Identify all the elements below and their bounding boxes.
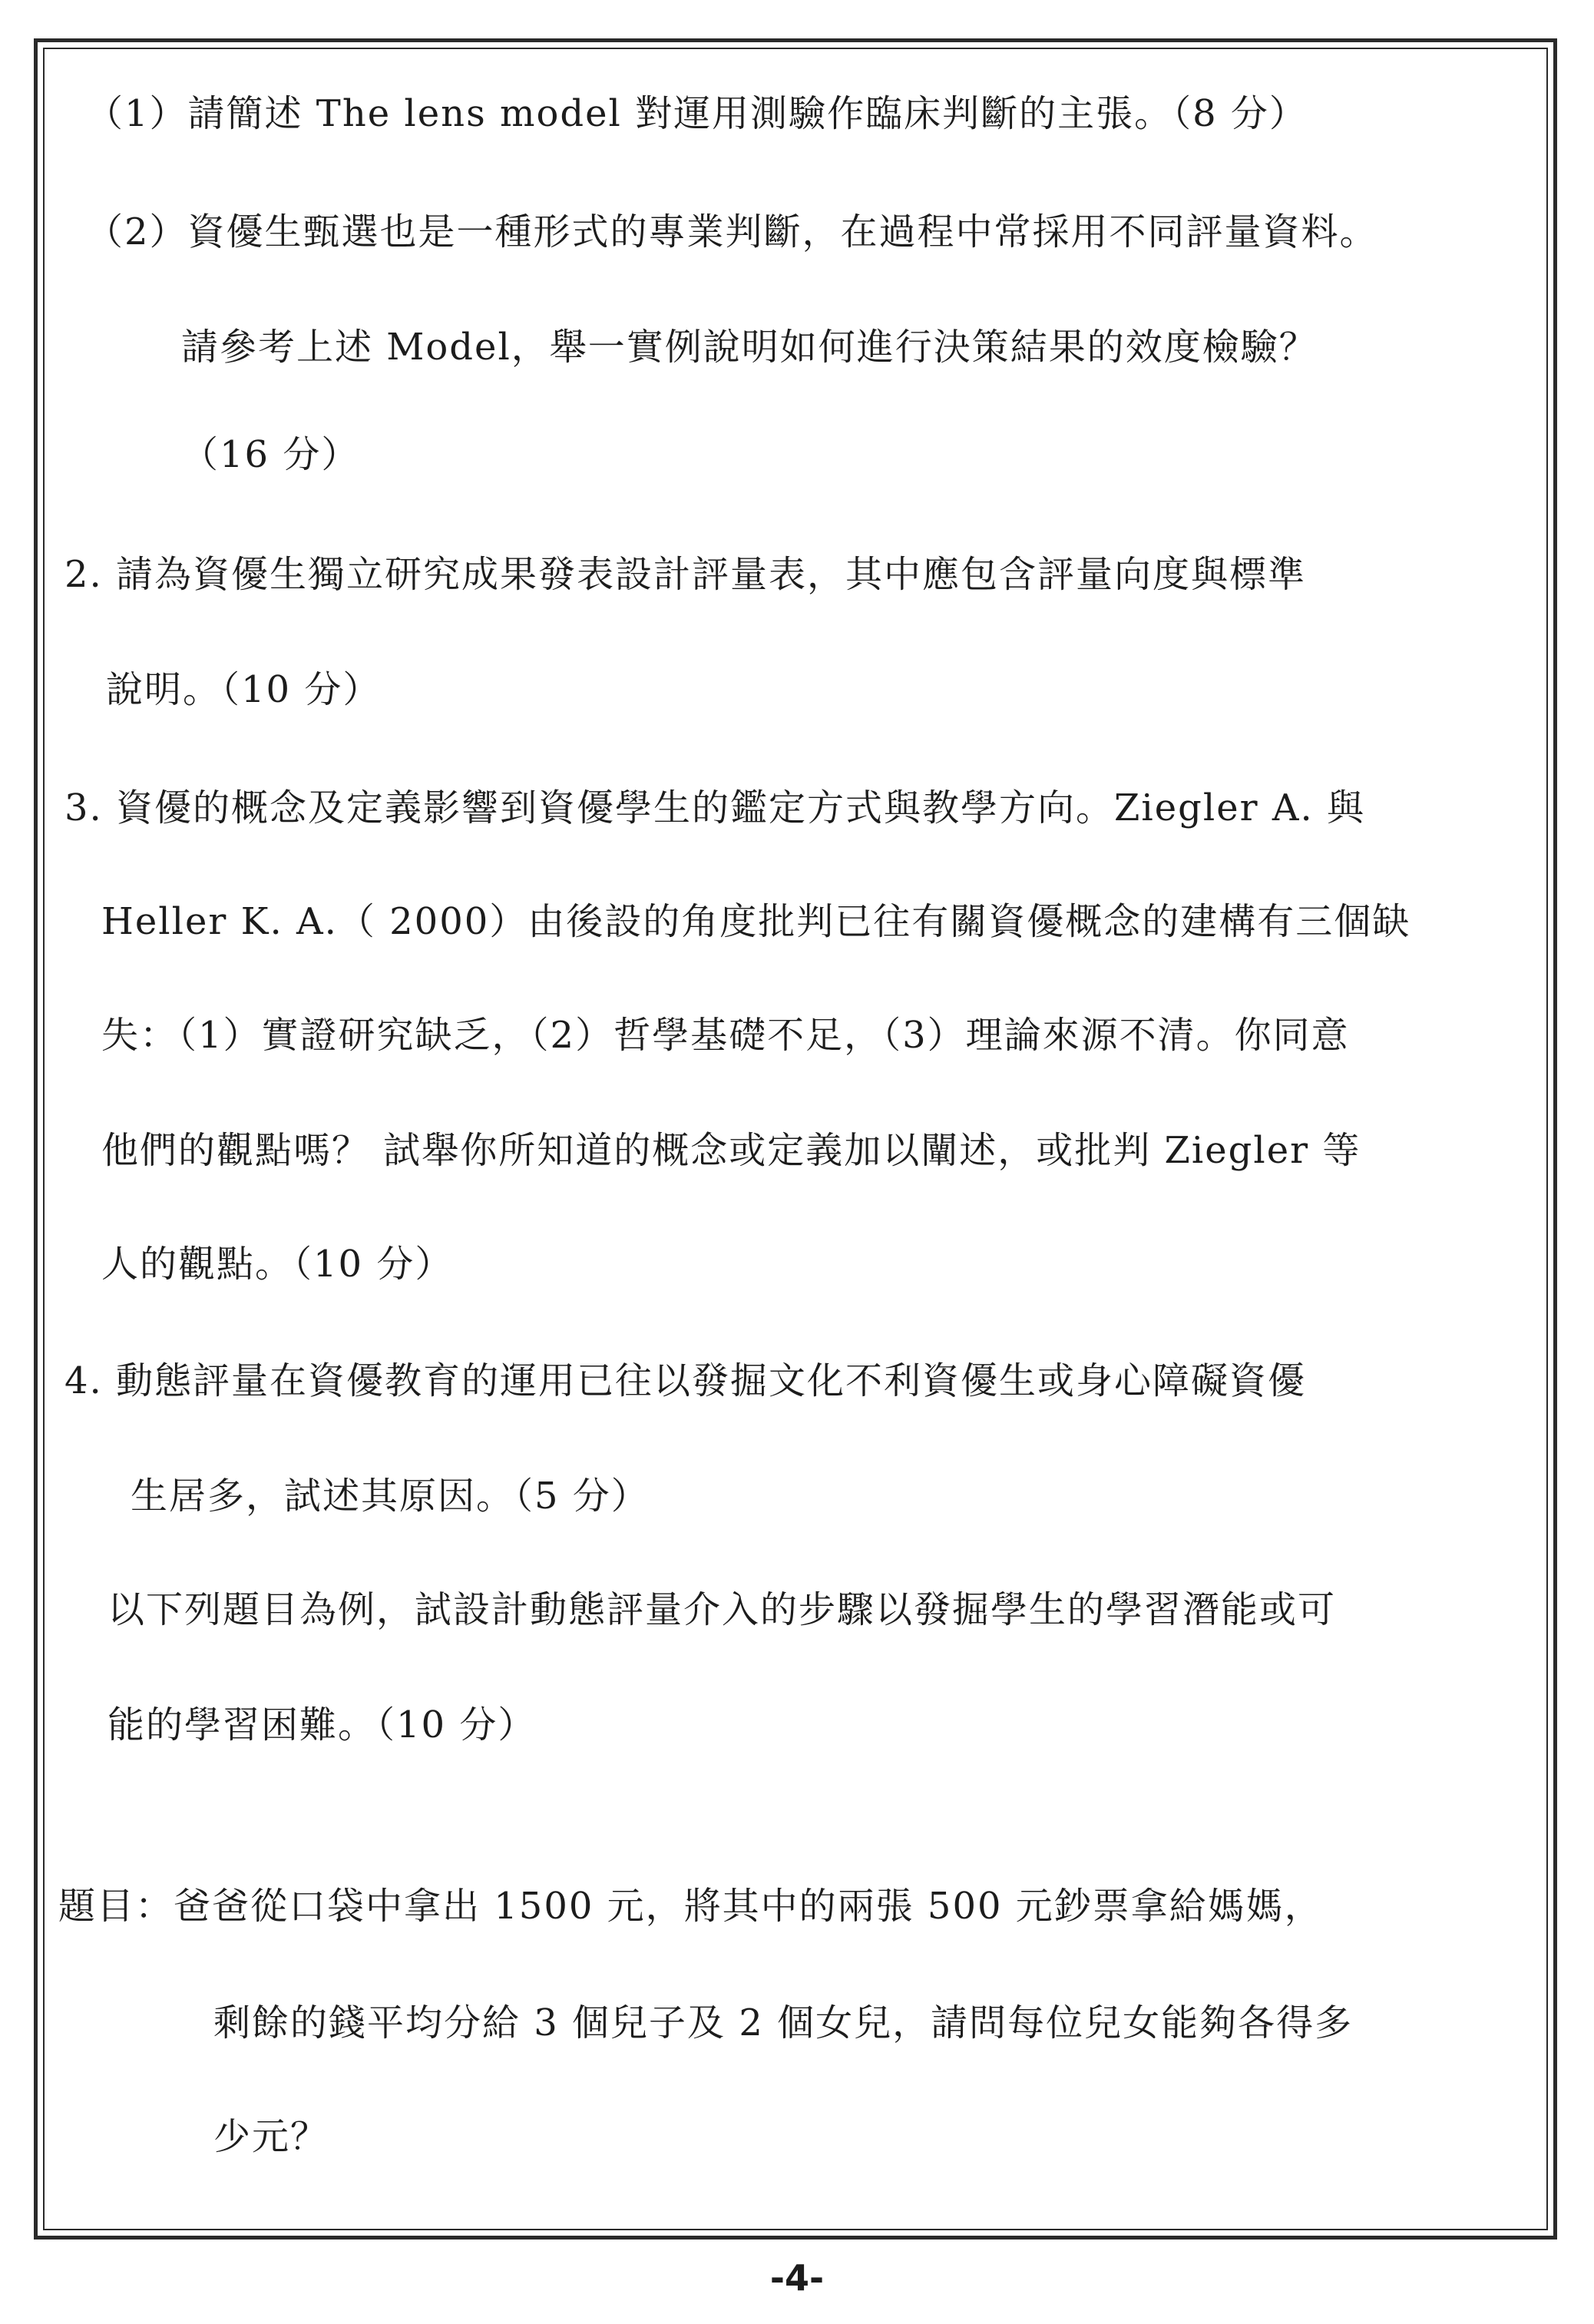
question-3-line-3: 失：（1）實證研究缺乏，（2）哲學基礎不足，（3）理論來源不清。你同意 (101, 1014, 1350, 1057)
question-3-line-4: 他們的觀點嗎？ 試舉你所知道的概念或定義加以闡述，或批判 Ziegler 等 (101, 1129, 1361, 1172)
question-2-line-1: 2. 請為資優生獨立研究成果發表設計評量表，其中應包含評量向度與標準 (64, 553, 1307, 596)
question-1-2-line-2: 請參考上述 Model，舉一實例說明如何進行決策結果的效度檢驗？ (181, 326, 1318, 369)
problem-line-3: 少元？ (213, 2115, 329, 2158)
page-number: -4- (769, 2257, 825, 2299)
question-2-line-2: 說明。（10 分） (106, 668, 382, 711)
question-3-line-5: 人的觀點。（10 分） (101, 1243, 454, 1286)
question-4-line-3: 以下列題目為例，試設計動態評量介入的步驟以發掘學生的學習潛能或可 (107, 1588, 1337, 1631)
question-4-line-1: 4. 動態評量在資優教育的運用已往以發掘文化不利資優生或身心障礙資優 (64, 1359, 1307, 1402)
question-4-line-4: 能的學習困難。（10 分） (107, 1703, 537, 1746)
question-1-2-line-3: （16 分） (181, 433, 360, 476)
problem-line-2: 剩餘的錢平均分給 3 個兒子及 2 個女兒，請問每位兒女能夠各得多 (213, 2001, 1354, 2044)
question-4-line-2: 生居多，試述其原因。（5 分） (131, 1475, 650, 1518)
question-3-line-2: Heller K. A.（ 2000）由後設的角度批判已往有關資優概念的建構有三個缺 (101, 900, 1411, 943)
question-1-1: （1）請簡述 The lens model 對運用測驗作臨床判斷的主張。（8 分） (86, 92, 1308, 135)
question-3-line-1: 3. 資優的概念及定義影響到資優學生的鑑定方式與教學方向。Ziegler A. 與 (64, 786, 1366, 829)
question-1-2-line-1: （2）資優生甄選也是一種形式的專業判斷，在過程中常採用不同評量資料。 (86, 210, 1378, 253)
problem-line-1: 題目：爸爸從口袋中拿出 1500 元，將其中的兩張 500 元鈔票拿給媽媽， (58, 1885, 1323, 1928)
